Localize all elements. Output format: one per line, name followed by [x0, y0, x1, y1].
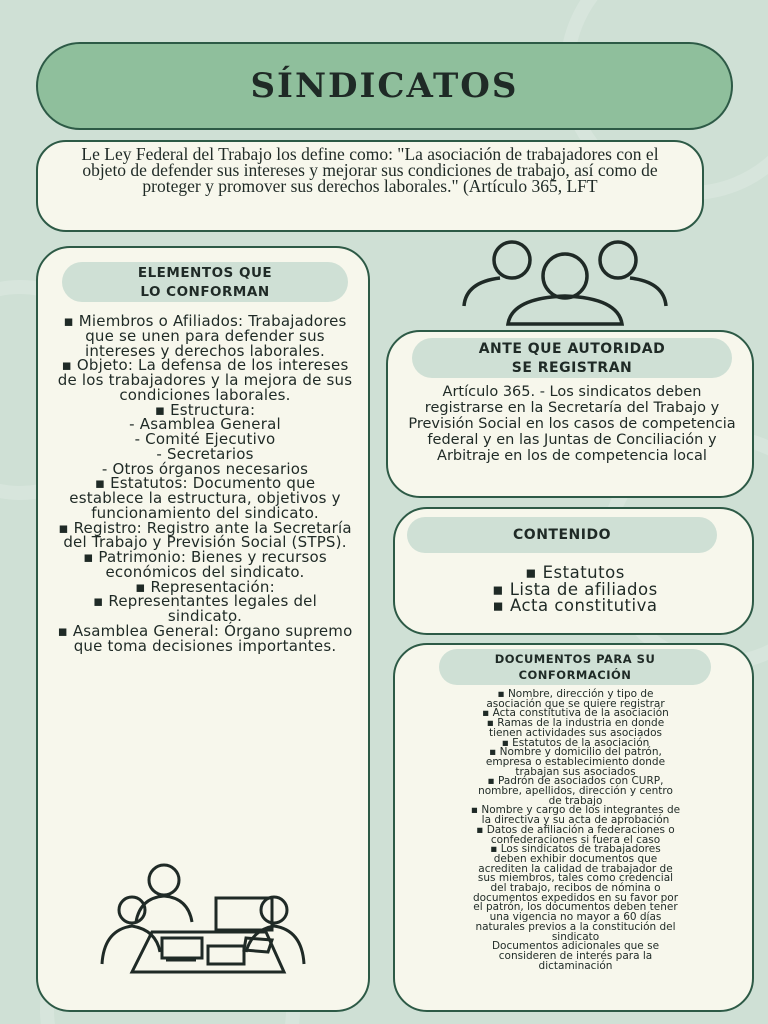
list-item: - Comité Ejecutivo	[134, 430, 276, 448]
list-item: ▪ Estatutos	[525, 563, 625, 582]
list-item: ▪ Estatutos: Documento que establece la estructura, objetivos y funcionamiento del sindicato.	[69, 474, 341, 522]
intro-panel	[36, 140, 704, 232]
meeting-table-illustration	[96, 860, 312, 976]
autoridad-heading	[412, 338, 732, 378]
elementos-panel	[36, 246, 370, 1012]
list-item: - Asamblea General	[129, 415, 281, 434]
autoridad-text: Artículo 365. - Los sindicatos deben registrarse en la Secretaría del Trabajo y Previsión Social en los casos de competencia federal y en las Juntas de Conciliación y Arbitraje en los de competencia local	[408, 384, 736, 464]
autoridad-heading-line1: ANTE QUE AUTORIDAD	[478, 341, 666, 357]
list-item: ▪ Asamblea General: Órgano supremo que toma decisiones importantes.	[57, 621, 353, 655]
list-item: ▪ Representación:	[135, 577, 275, 596]
intro-text: Le Ley Federal del Trabajo los define como: "La asociación de trabajadores con el objeto de defender sus intereses y mejorar sus condiciones de trabajo, así como de proteger y promover sus derechos laborales." (Artículo 365, LFT	[81, 144, 659, 196]
elementos-list	[56, 314, 354, 653]
contenido-panel	[393, 507, 754, 635]
list-item: ▪ Estructura:	[154, 400, 256, 419]
list-item: ▪ Registro: Registro ante la Secretaría del Trabajo y Previsión Social (STPS).	[58, 518, 352, 552]
documentos-text: ▪ Nombre, dirección y tipo de asociación que se quiere registrar ▪ Acta constitutiva de la asociación ▪ Ramas de la industria en donde tienen actividades sus asociados ▪ Estatutos de la asociación ▪ Nombre y domicilio del patrón, empresa o establecimiento donde trabajan sus asociados ▪ Padrón de asociados con CURP, nombre, apellidos, dirección y centro de trabajo ▪ Nombre y cargo de los integrantes de la directiva y su acta de aprobación ▪ Datos de afiliación a federaciones o confederaciones si fuera el caso ▪ Los sindicatos de trabajadores deben exhibir documentos que acrediten la calidad de trabajador de sus miembros, tales como credencial del trabajo, recibos de nómina o documentos expedidos en su favor por el patrón, los documentos deben tener una vigencia no mayor a 60 días naturales previos a la constitución del sindicato Documentos adicionales que se consideren de interés para la dictaminación	[470, 688, 681, 972]
people-group-icon	[460, 238, 670, 326]
list-item: - Otros órganos necesarios	[101, 459, 309, 478]
contenido-list	[405, 565, 745, 615]
elementos-heading-line1: ELEMENTOS QUE	[137, 265, 273, 281]
documentos-heading-line1: DOCUMENTOS PARA SU	[494, 652, 656, 666]
elementos-heading	[62, 262, 348, 302]
list-item: ▪ Patrimonio: Bienes y recursos económicos del sindicato.	[83, 548, 327, 581]
contenido-heading: CONTENIDO	[407, 517, 717, 553]
list-item: ▪ Representantes legales del sindicato.	[93, 592, 317, 625]
list-item: ▪ Lista de afiliados	[492, 579, 658, 599]
list-item: ▪ Objeto: La defensa de los intereses de los trabajadores y la mejora de sus condiciones laborales.	[57, 356, 353, 404]
documentos-heading-line2: CONFORMACIÓN	[518, 668, 632, 682]
list-item: ▪ Acta constitutiva	[492, 596, 658, 615]
elementos-heading-line2: LO CONFORMAN	[140, 284, 270, 300]
title-banner	[36, 42, 733, 130]
list-item: - Secretarios	[156, 444, 254, 463]
list-item: ▪ Miembros o Afiliados: Trabajadores que se unen para defender sus intereses y derechos laborales.	[63, 312, 347, 360]
autoridad-panel	[386, 330, 754, 498]
documentos-heading	[439, 649, 711, 685]
page-title: SÍNDICATOS	[250, 66, 519, 106]
documentos-panel	[393, 643, 754, 1012]
autoridad-heading-line2: SE REGISTRAN	[511, 360, 633, 376]
